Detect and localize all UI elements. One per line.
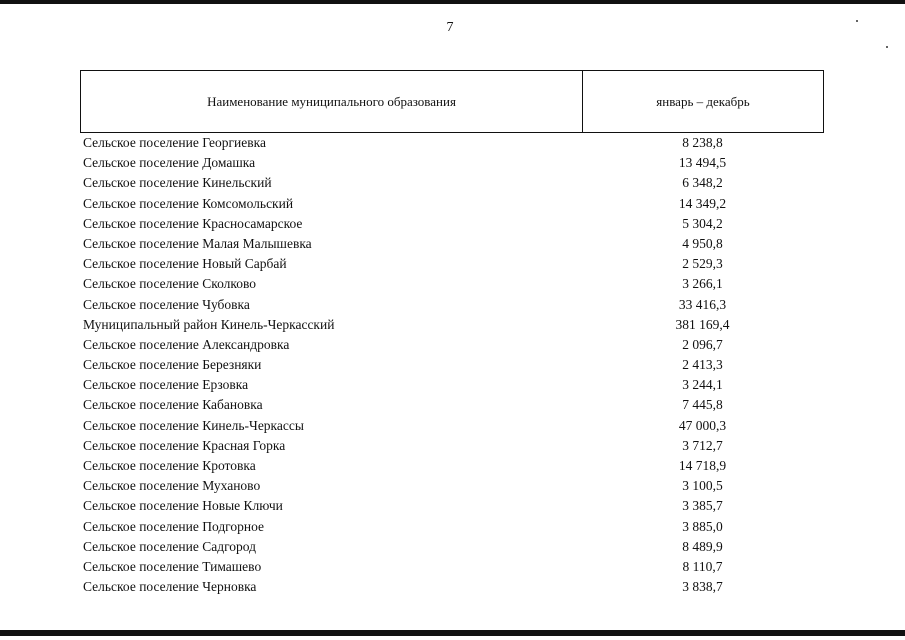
- table-row: [83, 375, 823, 395]
- table-row: [83, 577, 823, 597]
- municipality-name: Сельское поселение Кротовка: [83, 458, 256, 473]
- column-header-name: Наименование муниципального образования: [81, 71, 583, 132]
- municipality-name: Сельское поселение Кинельский: [83, 175, 272, 191]
- period-value: 14 718,9: [678, 458, 727, 473]
- municipality-name: Сельское поселение Комсомольский: [83, 195, 294, 211]
- table-row: [83, 537, 823, 557]
- period-value: 3 712,7: [682, 437, 723, 453]
- bottom-border-rule: [0, 630, 905, 636]
- period-value: 47 000,3: [678, 417, 727, 433]
- municipality-name: Сельское поселение Домашка: [83, 155, 256, 171]
- table-row: [83, 254, 823, 274]
- column-header-period: январь – декабрь: [656, 93, 750, 109]
- period-value: 3 385,7: [682, 498, 723, 514]
- page-number: 7: [446, 20, 454, 35]
- table-row: [83, 395, 823, 415]
- scan-speck: [856, 20, 858, 22]
- municipality-name: Сельское поселение Красносамарское: [83, 215, 303, 231]
- period-value: 8 489,9: [682, 538, 723, 554]
- municipality-name: Сельское поселение Черновка: [83, 579, 257, 595]
- municipality-name: Сельское поселение Новые Ключи: [83, 498, 283, 514]
- municipality-name: Сельское поселение Александровка: [83, 336, 290, 352]
- period-value: 2 413,3: [682, 357, 723, 373]
- period-value: 2 529,3: [682, 256, 723, 272]
- period-value: 3 100,5: [682, 478, 723, 494]
- table-header: [80, 70, 824, 133]
- municipality-name: Сельское поселение Кабановка: [83, 397, 263, 413]
- period-value: 4 950,8: [682, 235, 723, 251]
- municipality-name: Сельское поселение Муханово: [83, 478, 261, 494]
- municipality-name: Муниципальный район Кинель-Черкасский: [83, 316, 335, 332]
- table-row: [83, 456, 823, 476]
- table-row: [83, 416, 823, 436]
- municipality-name: Сельское поселение Кинель-Черкассы: [83, 417, 304, 433]
- municipality-name: Сельское поселение Красная Горка: [83, 437, 286, 453]
- period-value: 5 304,2: [682, 215, 723, 231]
- period-value: 3 838,7: [682, 579, 723, 595]
- municipality-name: Сельское поселение Тимашево: [83, 558, 262, 574]
- period-value: 6 348,2: [682, 175, 723, 191]
- table-body: [83, 133, 823, 597]
- period-value: 3 885,0: [682, 518, 723, 534]
- period-value: 8 238,8: [682, 135, 723, 150]
- table-row: [83, 517, 823, 537]
- period-value: 381 169,4: [675, 316, 730, 332]
- municipality-name: Сельское поселение Березняки: [83, 357, 262, 373]
- period-value: 13 494,5: [678, 155, 727, 171]
- municipality-name: Сельское поселение Ерзовка: [83, 377, 249, 393]
- municipality-name: Сельское поселение Садгород: [83, 538, 257, 554]
- table-row: [83, 133, 823, 153]
- period-value: 3 266,1: [682, 276, 723, 292]
- municipality-name: Сельское поселение Георгиевка: [83, 135, 266, 150]
- municipality-name: Сельское поселение Новый Сарбай: [83, 256, 287, 272]
- table-row: [83, 194, 823, 214]
- top-border-rule: [0, 0, 905, 4]
- table-row: [83, 173, 823, 193]
- table-row: [83, 436, 823, 456]
- municipality-name: Сельское поселение Подгорное: [83, 518, 265, 534]
- municipality-name: Сельское поселение Сколково: [83, 276, 257, 292]
- table-row: [83, 355, 823, 375]
- municipality-name: Сельское поселение Малая Малышевка: [83, 235, 312, 251]
- table-row: [83, 153, 823, 173]
- municipality-name: Сельское поселение Чубовка: [83, 296, 250, 312]
- table-row: [83, 214, 823, 234]
- scan-speck: [886, 46, 888, 48]
- table-row: [83, 295, 823, 315]
- table-row: [83, 315, 823, 335]
- table-row: [83, 335, 823, 355]
- period-value: 8 110,7: [682, 558, 723, 574]
- table-row: [83, 476, 823, 496]
- period-value: 2 096,7: [682, 336, 723, 352]
- table-row: [83, 496, 823, 516]
- period-value: 14 349,2: [678, 195, 727, 211]
- table-row: [83, 274, 823, 294]
- period-value: 33 416,3: [678, 296, 727, 312]
- table-row: [83, 557, 823, 577]
- period-value: 7 445,8: [682, 397, 723, 413]
- period-value: 3 244,1: [682, 377, 723, 393]
- table-row: [83, 234, 823, 254]
